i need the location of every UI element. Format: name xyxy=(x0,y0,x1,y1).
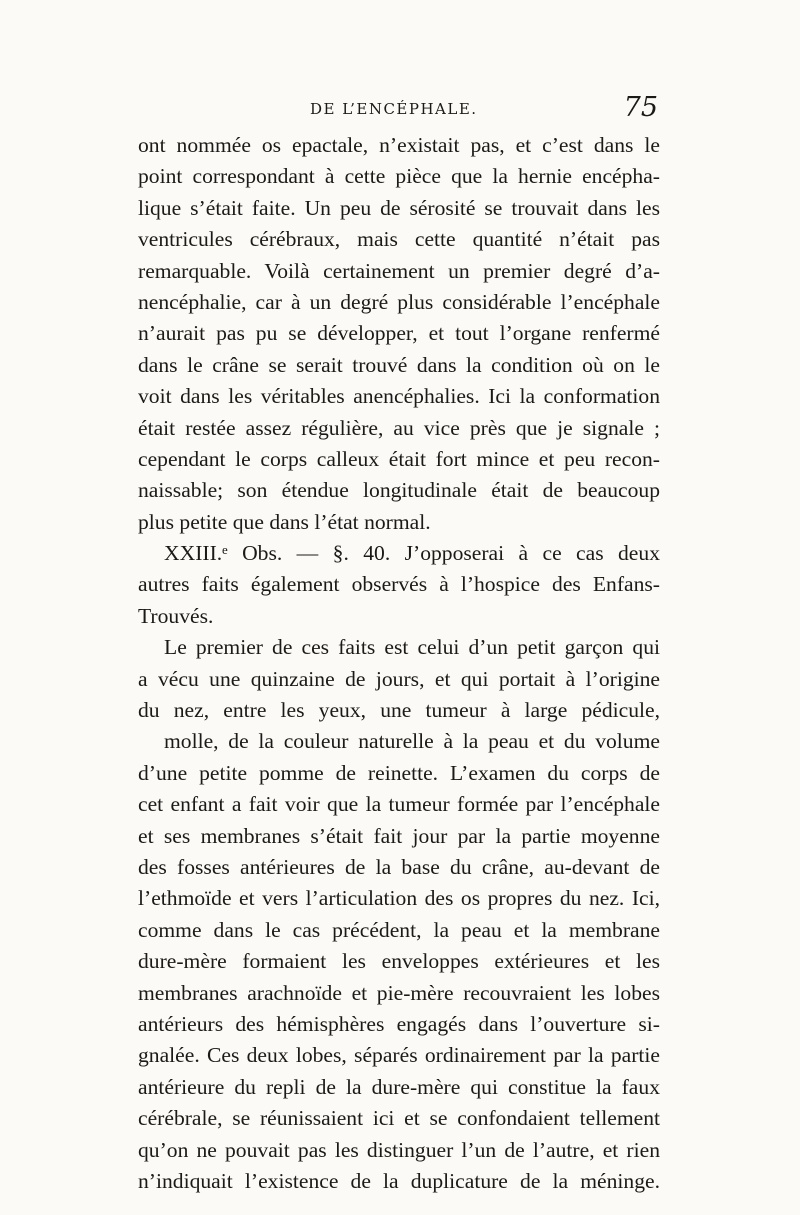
text-line: cependant le corps calleux était fort mince et peu recon- xyxy=(138,446,660,471)
text-line: point correspondant à cette pièce que la hernie encépha- xyxy=(138,164,660,189)
text-line: était restée assez régulière, au vice près que je signale ; xyxy=(138,415,660,440)
page-number: 75 xyxy=(623,92,658,123)
text-line: nencéphalie, car à un degré plus considérable l’encéphale xyxy=(138,289,660,314)
text-line: l’ethmoïde et vers l’articulation des os propres du nez. Ici, xyxy=(138,886,660,911)
text-line: gnalée. Ces deux lobes, séparés ordinairement par la partie xyxy=(138,1043,660,1068)
text-line: antérieure du repli de la dure-mère qui constitue la faux xyxy=(138,1074,660,1099)
text-line: d’une petite pomme de reinette. L’examen du corps de xyxy=(138,760,660,785)
text-line: XXIII.ᵉ Obs. — §. 40. J’opposerai à ce cas deux xyxy=(164,541,660,566)
text-line: Le premier de ces faits est celui d’un petit garçon qui xyxy=(164,635,660,660)
text-line: ventricules cérébraux, mais cette quantité n’était pas xyxy=(138,227,660,252)
text-line: membranes arachnoïde et pie-mère recouvraient les lobes xyxy=(138,980,660,1005)
text-line: qu’on ne pouvait pas les distinguer l’un de l’autre, et rien xyxy=(138,1137,660,1162)
running-title: DE L’ENCÉPHALE. xyxy=(310,100,478,118)
page-header xyxy=(138,92,658,126)
body-text xyxy=(138,130,660,1197)
text-line: n’aurait pas pu se développer, et tout l’organe renfermé xyxy=(138,321,660,346)
text-line: Trouvés. xyxy=(138,603,214,628)
text-line: des fosses antérieures de la base du crâne, au-devant de xyxy=(138,854,660,879)
text-line: dans le crâne se serait trouvé dans la condition où on le xyxy=(138,352,660,377)
text-line: remarquable. Voilà certainement un premier degré d’a- xyxy=(138,258,660,283)
text-line: voit dans les véritables anencéphalies. Ici la conformation xyxy=(138,384,660,409)
text-line: plus petite que dans l’état normal. xyxy=(138,509,431,534)
text-line: cet enfant a fait voir que la tumeur formée par l’encéphale xyxy=(138,792,660,817)
text-line: et ses membranes s’était fait jour par la partie moyenne xyxy=(138,823,660,848)
text-line: molle, de la couleur naturelle à la peau et du volume xyxy=(164,729,660,754)
text-line: dure-mère formaient les enveloppes extérieures et les xyxy=(138,949,660,974)
text-line: cérébrale, se réunissaient ici et se confondaient tellement xyxy=(138,1106,660,1131)
text-line: du nez, entre les yeux, une tumeur à large pédicule, xyxy=(138,698,660,723)
text-line: n’indiquait l’existence de la duplicature de la méninge. xyxy=(138,1168,660,1193)
text-line: antérieurs des hémisphères engagés dans l’ouverture si- xyxy=(138,1011,660,1036)
text-line: naissable; son étendue longitudinale était de beaucoup xyxy=(138,478,660,503)
text-line: autres faits également observés à l’hospice des Enfans- xyxy=(138,572,660,597)
text-line: ont nommée os epactale, n’existait pas, et c’est dans le xyxy=(138,133,660,157)
text-line: lique s’était faite. Un peu de sérosité se trouvait dans les xyxy=(138,195,660,220)
text-line: comme dans le cas précédent, la peau et la membrane xyxy=(138,917,660,942)
text-line: a vécu une quinzaine de jours, et qui portait à l’origine xyxy=(138,666,660,691)
